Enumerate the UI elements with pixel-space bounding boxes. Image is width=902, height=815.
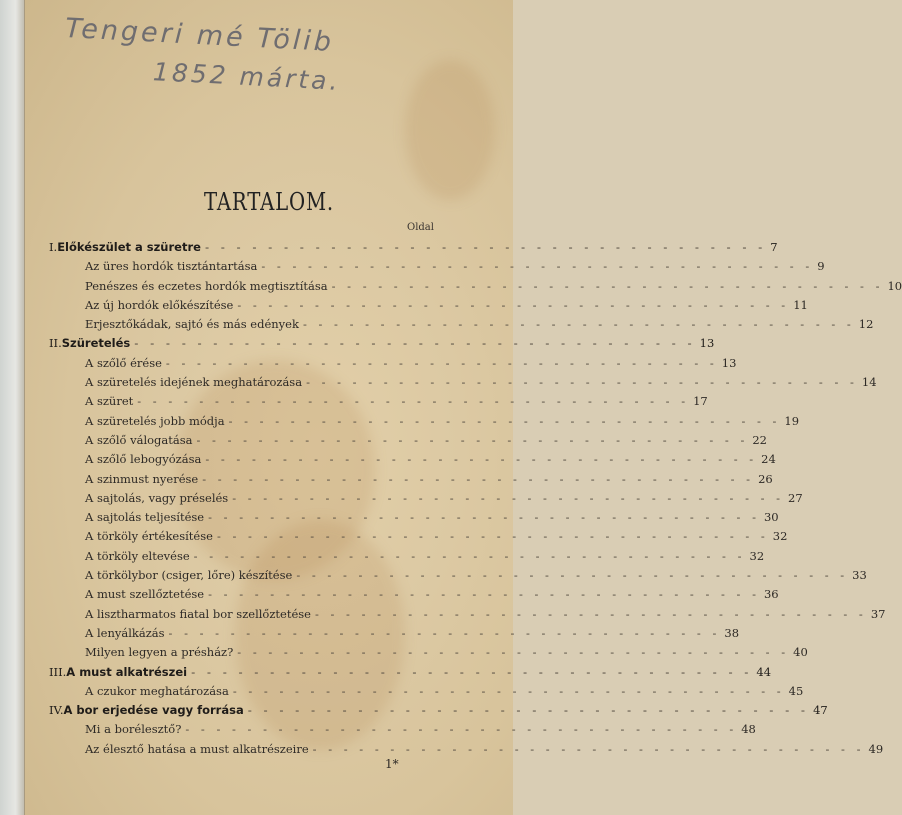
toc-page-number: 33 — [852, 568, 867, 583]
toc-leader-dots — [201, 452, 761, 466]
toc-entry-row — [49, 317, 874, 336]
toc-leader-dots — [244, 703, 813, 717]
toc-leader-dots — [292, 568, 852, 582]
toc-entry-title: Milyen legyen a présház? — [85, 645, 234, 660]
toc-chapter-number: III. — [49, 664, 67, 679]
toc-page-number: 24 — [761, 452, 776, 467]
book-spine-edge — [0, 0, 26, 815]
toc-chapter-row — [49, 240, 778, 259]
toc-entry-title: Az élesztő hatása a must alkatrészeire — [85, 741, 309, 756]
toc-entry-row — [49, 587, 779, 606]
toc-entry-title: A törköly eltevése — [85, 548, 190, 563]
handwritten-note-line-2: 1852 márta. — [152, 57, 342, 96]
toc-entry-row — [49, 394, 708, 413]
toc-entry-title: A sajtolás teljesítése — [85, 510, 205, 525]
toc-leader-dots — [190, 549, 750, 563]
toc-page-number: 22 — [752, 432, 767, 447]
toc-page-number: 48 — [741, 722, 756, 737]
toc-leader-dots — [130, 336, 699, 350]
toc-leader-dots — [225, 414, 785, 428]
toc-entry-title: A czukor meghatározása — [85, 683, 229, 698]
toc-leader-dots — [187, 665, 756, 679]
toc-entry-title: Erjesztőkádak, sajtó és más edények — [85, 317, 299, 332]
toc-leader-dots — [299, 317, 859, 331]
toc-page-number: 11 — [793, 297, 808, 312]
toc-entry-row — [49, 278, 902, 298]
toc-entry-row — [49, 683, 804, 703]
toc-leader-dots — [229, 684, 789, 698]
toc-leader-dots — [133, 394, 693, 408]
toc-page-number: 32 — [749, 548, 765, 563]
toc-page-number: 9 — [817, 259, 825, 274]
toc-entry-title: Előkészület a szüretre — [57, 240, 201, 254]
toc-page-number: 17 — [693, 394, 708, 409]
toc-leader-dots — [198, 472, 758, 486]
toc-entry-title: Az új hordók előkészítése — [85, 297, 234, 312]
toc-entry-row — [49, 259, 825, 278]
toc-page-number: 27 — [788, 490, 803, 505]
toc-entry-row — [49, 606, 886, 626]
toc-page-number: 40 — [793, 645, 808, 660]
toc-leader-dots — [228, 491, 788, 505]
toc-entry-title: A must alkatrészei — [66, 664, 188, 679]
toc-leader-dots — [328, 279, 888, 293]
toc-entry-title: A lisztharmatos fiatal bor szellőztetése — [85, 606, 311, 621]
toc-entry-title: A szüretelés idejének meghatározása — [85, 375, 303, 390]
toc-chapter-row — [49, 703, 828, 722]
toc-entry-title: A szinmust nyerése — [85, 471, 199, 486]
toc-page-number: 38 — [724, 625, 740, 640]
toc-page-number: 19 — [784, 413, 800, 428]
toc-entry-title: A törkölybor (csiger, lőre) készítése — [85, 568, 293, 583]
toc-entry-row — [49, 297, 808, 317]
toc-entry-row — [49, 645, 808, 664]
toc-entry-title: A szőlő érése — [85, 355, 162, 370]
toc-entry-title: Penészes és eczetes hordók megtisztítása — [85, 278, 328, 293]
toc-page-number: 32 — [772, 529, 788, 544]
toc-entry-row — [49, 722, 756, 741]
toc-leader-dots — [233, 298, 793, 312]
toc-entry-title: A must szellőztetése — [85, 587, 205, 602]
toc-entry-title: Mi a borélesztő? — [85, 722, 182, 737]
toc-page-number: 44 — [756, 664, 772, 679]
toc-entry-title: Szüretelés — [61, 336, 131, 351]
toc-leader-dots — [162, 356, 722, 370]
toc-entry-title: A szüretelés jobb módja — [85, 413, 225, 428]
toc-entry-title: Az üres hordók tisztántartása — [85, 259, 258, 274]
toc-entry-title: A sajtolás, vagy préselés — [85, 490, 229, 505]
toc-page-number: 14 — [861, 375, 877, 390]
toc-leader-dots — [201, 240, 770, 254]
toc-chapter-number: I. — [49, 240, 58, 254]
toc-page-number: 47 — [813, 703, 828, 718]
toc-leader-dots — [309, 742, 869, 756]
page-column-label: Oldal — [407, 222, 434, 233]
toc-leader-dots — [204, 510, 764, 524]
toc-leader-dots — [204, 587, 764, 601]
toc-entry-title: A szüret — [85, 394, 134, 409]
toc-leader-dots — [257, 259, 817, 273]
toc-entry-title: A bor erjedése vagy forrása — [63, 703, 244, 718]
water-stain — [405, 60, 495, 200]
toc-chapter-number: II. — [49, 336, 62, 351]
toc-page-number: 10 — [887, 278, 902, 293]
toc-entry-row — [49, 375, 877, 394]
book-page — [24, 0, 902, 815]
toc-entry-row — [49, 355, 737, 375]
toc-entry-row — [49, 452, 776, 471]
toc-leader-dots — [213, 529, 773, 543]
toc-entry-row — [49, 432, 767, 452]
toc-leader-dots — [302, 375, 862, 389]
toc-leader-dots — [311, 607, 871, 621]
toc-leader-dots — [233, 645, 793, 659]
toc-entry-row — [49, 510, 779, 529]
toc-entry-title: A törköly értékesítése — [85, 529, 213, 544]
toc-entry-row — [49, 413, 800, 433]
toc-page-number: 7 — [770, 240, 778, 254]
toc-leader-dots — [165, 626, 725, 640]
handwritten-note-line-1: Tengeri mé Tölib — [64, 12, 335, 59]
toc-page-number: 26 — [758, 471, 773, 486]
toc-page-number: 45 — [788, 683, 804, 698]
toc-page-number: 37 — [870, 606, 886, 621]
toc-chapter-number: IV. — [49, 703, 64, 718]
toc-chapter-row — [49, 336, 715, 355]
toc-entry-title: A szőlő lebogyózása — [85, 452, 202, 467]
signature-mark: 1* — [385, 757, 399, 771]
toc-entry-row — [49, 471, 773, 491]
toc-page-number: 12 — [858, 317, 874, 332]
toc-entry-row — [49, 548, 765, 568]
toc-entry-title: A szőlő válogatása — [85, 432, 193, 447]
toc-page-number: 49 — [868, 741, 884, 756]
toc-entry-row — [49, 625, 740, 645]
toc-page-number: 36 — [763, 587, 779, 602]
toc-leader-dots — [181, 722, 741, 736]
toc-entry-title: A lenyálkázás — [85, 625, 165, 640]
toc-page-number: 30 — [763, 510, 779, 525]
toc-page-number: 13 — [699, 336, 715, 351]
page-title: TARTALOM. — [204, 188, 334, 216]
toc-entry-row — [49, 490, 803, 510]
table-of-contents — [49, 240, 902, 761]
toc-entry-row — [49, 568, 867, 587]
toc-page-number: 13 — [721, 355, 737, 370]
toc-chapter-row — [49, 664, 772, 684]
toc-entry-row — [49, 529, 788, 548]
toc-leader-dots — [193, 433, 753, 447]
